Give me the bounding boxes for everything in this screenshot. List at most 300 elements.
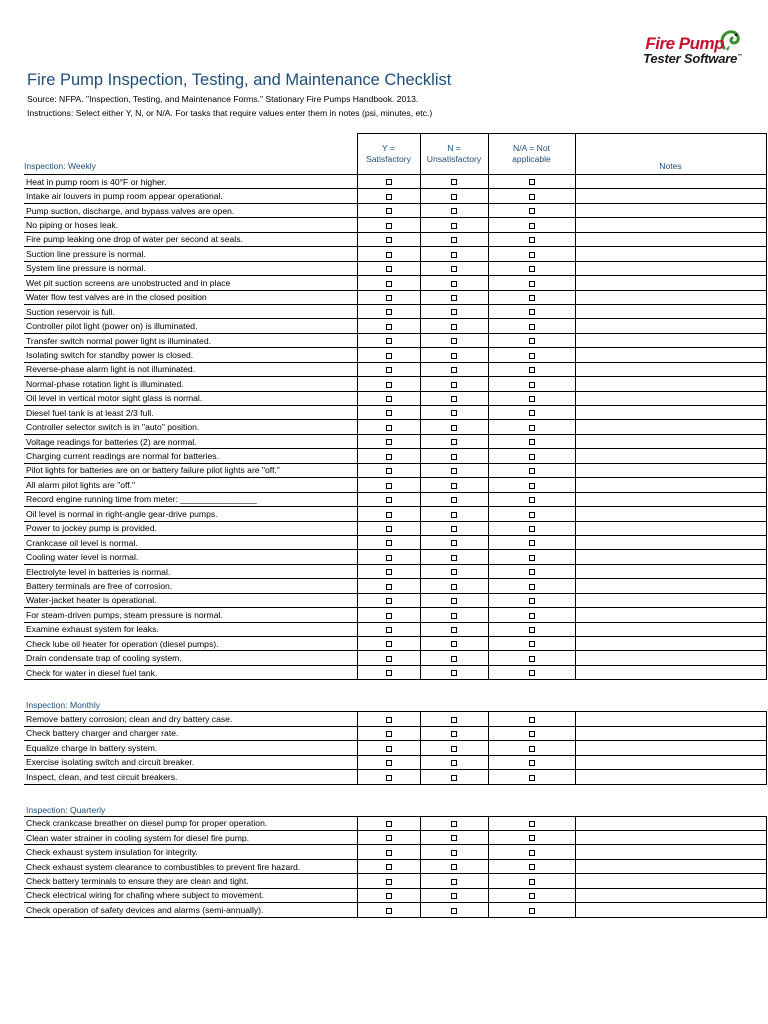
empty-checkbox-icon[interactable]	[386, 569, 392, 575]
unsatisfactory-cell	[420, 579, 488, 593]
empty-checkbox-icon[interactable]	[386, 512, 392, 518]
not-applicable-cell	[488, 830, 575, 844]
empty-checkbox-icon[interactable]	[451, 526, 457, 532]
empty-checkbox-icon[interactable]	[529, 656, 535, 662]
empty-checkbox-icon[interactable]	[451, 367, 457, 373]
task-description: System line pressure is normal.	[24, 261, 357, 275]
empty-checkbox-icon[interactable]	[386, 483, 392, 489]
section-title: Inspection: Monthly	[24, 696, 766, 712]
not-applicable-cell	[488, 550, 575, 564]
empty-checkbox-icon[interactable]	[386, 670, 392, 676]
notes-field[interactable]	[575, 319, 766, 333]
empty-checkbox-icon[interactable]	[386, 864, 392, 870]
empty-checkbox-icon[interactable]	[529, 893, 535, 899]
empty-checkbox-icon[interactable]	[386, 439, 392, 445]
empty-checkbox-icon[interactable]	[451, 252, 457, 258]
checklist-row	[24, 535, 766, 549]
notes-field[interactable]	[575, 261, 766, 275]
satisfactory-cell	[357, 362, 420, 376]
checklist-row	[24, 755, 766, 769]
task-description: Heat in pump room is 40°F or higher.	[24, 175, 357, 189]
not-applicable-cell	[488, 816, 575, 830]
checklist-row	[24, 218, 766, 232]
empty-checkbox-icon[interactable]	[386, 835, 392, 841]
empty-checkbox-icon[interactable]	[529, 483, 535, 489]
empty-checkbox-icon[interactable]	[451, 309, 457, 315]
empty-checkbox-icon[interactable]	[529, 353, 535, 359]
unsatisfactory-cell	[420, 434, 488, 448]
unsatisfactory-cell	[420, 874, 488, 888]
notes-field[interactable]	[575, 550, 766, 564]
empty-checkbox-icon[interactable]	[451, 281, 457, 287]
empty-checkbox-icon[interactable]	[386, 497, 392, 503]
task-description: Oil level in vertical motor sight glass is normal.	[24, 391, 357, 405]
satisfactory-cell	[357, 903, 420, 917]
unsatisfactory-cell	[420, 348, 488, 362]
empty-checkbox-icon[interactable]	[386, 309, 392, 315]
empty-checkbox-icon[interactable]	[529, 425, 535, 431]
empty-checkbox-icon[interactable]	[529, 835, 535, 841]
satisfactory-cell	[357, 391, 420, 405]
empty-checkbox-icon[interactable]	[529, 821, 535, 827]
notes-field[interactable]	[575, 203, 766, 217]
notes-field[interactable]	[575, 290, 766, 304]
empty-checkbox-icon[interactable]	[451, 627, 457, 633]
empty-checkbox-icon[interactable]	[451, 598, 457, 604]
not-applicable-cell	[488, 712, 575, 726]
notes-field[interactable]	[575, 816, 766, 830]
empty-checkbox-icon[interactable]	[386, 879, 392, 885]
unsatisfactory-cell	[420, 463, 488, 477]
empty-checkbox-icon[interactable]	[386, 396, 392, 402]
empty-checkbox-icon[interactable]	[451, 208, 457, 214]
empty-checkbox-icon[interactable]	[529, 526, 535, 532]
task-description: Check crankcase breather on diesel pump for proper operation.	[24, 816, 357, 830]
empty-checkbox-icon[interactable]	[386, 410, 392, 416]
notes-field[interactable]	[575, 637, 766, 651]
notes-field[interactable]	[575, 651, 766, 665]
empty-checkbox-icon[interactable]	[386, 584, 392, 590]
empty-checkbox-icon[interactable]	[451, 540, 457, 546]
unsatisfactory-cell	[420, 449, 488, 463]
empty-checkbox-icon[interactable]	[529, 717, 535, 723]
checklist-row	[24, 377, 766, 391]
empty-checkbox-icon[interactable]	[386, 760, 392, 766]
unsatisfactory-cell	[420, 203, 488, 217]
notes-field[interactable]	[575, 845, 766, 859]
task-description: Normal-phase rotation light is illuminated.	[24, 377, 357, 391]
unsatisfactory-cell	[420, 189, 488, 203]
empty-checkbox-icon[interactable]	[386, 555, 392, 561]
unsatisfactory-cell	[420, 521, 488, 535]
empty-checkbox-icon[interactable]	[529, 760, 535, 766]
checklist-row	[24, 406, 766, 420]
unsatisfactory-cell	[420, 845, 488, 859]
checklist-row	[24, 741, 766, 755]
empty-checkbox-icon[interactable]	[451, 555, 457, 561]
empty-checkbox-icon[interactable]	[529, 281, 535, 287]
empty-checkbox-icon[interactable]	[451, 410, 457, 416]
notes-field[interactable]	[575, 406, 766, 420]
checklist-row	[24, 726, 766, 740]
notes-field[interactable]	[575, 712, 766, 726]
satisfactory-cell	[357, 434, 420, 448]
notes-field[interactable]	[575, 362, 766, 376]
checklist-row	[24, 830, 766, 844]
unsatisfactory-cell	[420, 726, 488, 740]
empty-checkbox-icon[interactable]	[451, 850, 457, 856]
task-description: Cooling water level is normal.	[24, 550, 357, 564]
empty-checkbox-icon[interactable]	[386, 731, 392, 737]
notes-field[interactable]	[575, 859, 766, 873]
notes-field[interactable]	[575, 478, 766, 492]
empty-checkbox-icon[interactable]	[386, 454, 392, 460]
empty-checkbox-icon[interactable]	[386, 179, 392, 185]
empty-checkbox-icon[interactable]	[529, 367, 535, 373]
empty-checkbox-icon[interactable]	[529, 396, 535, 402]
empty-checkbox-icon[interactable]	[529, 879, 535, 885]
checklist-row	[24, 290, 766, 304]
notes-field[interactable]	[575, 903, 766, 917]
empty-checkbox-icon[interactable]	[386, 775, 392, 781]
empty-checkbox-icon[interactable]	[529, 266, 535, 272]
empty-checkbox-icon[interactable]	[529, 731, 535, 737]
task-description: Examine exhaust system for leaks.	[24, 622, 357, 636]
empty-checkbox-icon[interactable]	[386, 353, 392, 359]
checklist-row	[24, 420, 766, 434]
task-description: Pump suction, discharge, and bypass valves are open.	[24, 203, 357, 217]
empty-checkbox-icon[interactable]	[386, 717, 392, 723]
empty-checkbox-icon[interactable]	[386, 324, 392, 330]
satisfactory-cell	[357, 816, 420, 830]
empty-checkbox-icon[interactable]	[529, 746, 535, 752]
empty-checkbox-icon[interactable]	[529, 194, 535, 200]
empty-checkbox-icon[interactable]	[386, 613, 392, 619]
task-description: Diesel fuel tank is at least 2/3 full.	[24, 406, 357, 420]
checklist-row	[24, 478, 766, 492]
notes-field[interactable]	[575, 888, 766, 902]
not-applicable-cell	[488, 218, 575, 232]
empty-checkbox-icon[interactable]	[386, 237, 392, 243]
empty-checkbox-icon[interactable]	[386, 893, 392, 899]
unsatisfactory-cell	[420, 290, 488, 304]
not-applicable-cell	[488, 726, 575, 740]
empty-checkbox-icon[interactable]	[386, 821, 392, 827]
notes-field[interactable]	[575, 830, 766, 844]
unsatisfactory-cell	[420, 770, 488, 784]
empty-checkbox-icon[interactable]	[451, 670, 457, 676]
empty-checkbox-icon[interactable]	[529, 454, 535, 460]
empty-checkbox-icon[interactable]	[451, 223, 457, 229]
checklist-table	[24, 133, 767, 918]
empty-checkbox-icon[interactable]	[386, 338, 392, 344]
empty-checkbox-icon[interactable]	[451, 468, 457, 474]
unsatisfactory-cell	[420, 304, 488, 318]
satisfactory-cell	[357, 377, 420, 391]
checklist-row	[24, 304, 766, 318]
notes-field[interactable]	[575, 463, 766, 477]
empty-checkbox-icon[interactable]	[451, 295, 457, 301]
empty-checkbox-icon[interactable]	[451, 382, 457, 388]
unsatisfactory-cell	[420, 651, 488, 665]
notes-field[interactable]	[575, 593, 766, 607]
notes-field[interactable]	[575, 564, 766, 578]
empty-checkbox-icon[interactable]	[451, 194, 457, 200]
checklist-row	[24, 189, 766, 203]
notes-field[interactable]	[575, 420, 766, 434]
task-description: Check electrical wiring for chafing where subject to movement.	[24, 888, 357, 902]
empty-checkbox-icon[interactable]	[451, 864, 457, 870]
empty-checkbox-icon[interactable]	[529, 908, 535, 914]
empty-checkbox-icon[interactable]	[451, 641, 457, 647]
empty-checkbox-icon[interactable]	[529, 295, 535, 301]
empty-checkbox-icon[interactable]	[451, 835, 457, 841]
notes-field[interactable]	[575, 449, 766, 463]
empty-checkbox-icon[interactable]	[451, 731, 457, 737]
empty-checkbox-icon[interactable]	[386, 367, 392, 373]
empty-checkbox-icon[interactable]	[529, 598, 535, 604]
notes-field[interactable]	[575, 507, 766, 521]
empty-checkbox-icon[interactable]	[529, 338, 535, 344]
empty-checkbox-icon[interactable]	[451, 893, 457, 899]
empty-checkbox-icon[interactable]	[386, 850, 392, 856]
not-applicable-cell	[488, 261, 575, 275]
empty-checkbox-icon[interactable]	[451, 324, 457, 330]
task-description: Check battery terminals to ensure they are clean and tight.	[24, 874, 357, 888]
satisfactory-cell	[357, 651, 420, 665]
task-description: No piping or hoses leak.	[24, 218, 357, 232]
column-header-unsatisfactory: N = Unsatisfactory	[420, 134, 488, 175]
empty-checkbox-icon[interactable]	[451, 717, 457, 723]
notes-field[interactable]	[575, 608, 766, 622]
empty-checkbox-icon[interactable]	[386, 266, 392, 272]
empty-checkbox-icon[interactable]	[451, 584, 457, 590]
empty-checkbox-icon[interactable]	[451, 656, 457, 662]
empty-checkbox-icon[interactable]	[529, 208, 535, 214]
notes-field[interactable]	[575, 276, 766, 290]
notes-field[interactable]	[575, 189, 766, 203]
notes-field[interactable]	[575, 579, 766, 593]
empty-checkbox-icon[interactable]	[529, 309, 535, 315]
unsatisfactory-cell	[420, 478, 488, 492]
satisfactory-cell	[357, 203, 420, 217]
unsatisfactory-cell	[420, 218, 488, 232]
empty-checkbox-icon[interactable]	[386, 468, 392, 474]
empty-checkbox-icon[interactable]	[451, 439, 457, 445]
empty-checkbox-icon[interactable]	[386, 908, 392, 914]
empty-checkbox-icon[interactable]	[451, 775, 457, 781]
checklist-row	[24, 550, 766, 564]
empty-checkbox-icon[interactable]	[451, 396, 457, 402]
satisfactory-cell	[357, 276, 420, 290]
empty-checkbox-icon[interactable]	[386, 526, 392, 532]
notes-field[interactable]	[575, 726, 766, 740]
not-applicable-cell	[488, 564, 575, 578]
task-description: Power to jockey pump is provided.	[24, 521, 357, 535]
task-description: Exercise isolating switch and circuit breaker.	[24, 755, 357, 769]
checklist-row	[24, 276, 766, 290]
empty-checkbox-icon[interactable]	[529, 237, 535, 243]
empty-checkbox-icon[interactable]	[529, 439, 535, 445]
empty-checkbox-icon[interactable]	[529, 223, 535, 229]
empty-checkbox-icon[interactable]	[451, 613, 457, 619]
empty-checkbox-icon[interactable]	[386, 382, 392, 388]
not-applicable-cell	[488, 391, 575, 405]
column-header-notes: Notes	[575, 134, 766, 175]
checklist-row	[24, 434, 766, 448]
empty-checkbox-icon[interactable]	[386, 425, 392, 431]
task-description: Check battery charger and charger rate.	[24, 726, 357, 740]
satisfactory-cell	[357, 579, 420, 593]
not-applicable-cell	[488, 622, 575, 636]
empty-checkbox-icon[interactable]	[451, 266, 457, 272]
unsatisfactory-cell	[420, 492, 488, 506]
empty-checkbox-icon[interactable]	[529, 540, 535, 546]
empty-checkbox-icon[interactable]	[529, 775, 535, 781]
empty-checkbox-icon[interactable]	[451, 760, 457, 766]
task-description: Controller pilot light (power on) is illuminated.	[24, 319, 357, 333]
notes-field[interactable]	[575, 333, 766, 347]
notes-field[interactable]	[575, 741, 766, 755]
checklist-row	[24, 665, 766, 679]
checklist-row	[24, 521, 766, 535]
section-spacer-cell	[24, 784, 766, 801]
empty-checkbox-icon[interactable]	[451, 512, 457, 518]
empty-checkbox-icon[interactable]	[529, 850, 535, 856]
notes-field[interactable]	[575, 874, 766, 888]
notes-field[interactable]	[575, 770, 766, 784]
notes-field[interactable]	[575, 434, 766, 448]
empty-checkbox-icon[interactable]	[386, 281, 392, 287]
unsatisfactory-cell	[420, 830, 488, 844]
empty-checkbox-icon[interactable]	[529, 555, 535, 561]
notes-field[interactable]	[575, 247, 766, 261]
empty-checkbox-icon[interactable]	[386, 208, 392, 214]
empty-checkbox-icon[interactable]	[386, 656, 392, 662]
notes-field[interactable]	[575, 175, 766, 189]
empty-checkbox-icon[interactable]	[386, 641, 392, 647]
empty-checkbox-icon[interactable]	[386, 223, 392, 229]
satisfactory-cell	[357, 348, 420, 362]
notes-field[interactable]	[575, 755, 766, 769]
notes-field[interactable]	[575, 535, 766, 549]
satisfactory-cell	[357, 492, 420, 506]
empty-checkbox-icon[interactable]	[451, 908, 457, 914]
notes-field[interactable]	[575, 391, 766, 405]
empty-checkbox-icon[interactable]	[386, 194, 392, 200]
satisfactory-cell	[357, 845, 420, 859]
empty-checkbox-icon[interactable]	[529, 252, 535, 258]
unsatisfactory-cell	[420, 406, 488, 420]
task-description: Drain condensate trap of cooling system.	[24, 651, 357, 665]
not-applicable-cell	[488, 333, 575, 347]
notes-field[interactable]	[575, 665, 766, 679]
empty-checkbox-icon[interactable]	[386, 627, 392, 633]
empty-checkbox-icon[interactable]	[451, 425, 457, 431]
notes-field[interactable]	[575, 304, 766, 318]
empty-checkbox-icon[interactable]	[529, 468, 535, 474]
not-applicable-cell	[488, 521, 575, 535]
satisfactory-cell	[357, 712, 420, 726]
empty-checkbox-icon[interactable]	[386, 540, 392, 546]
not-applicable-cell	[488, 888, 575, 902]
unsatisfactory-cell	[420, 391, 488, 405]
empty-checkbox-icon[interactable]	[451, 569, 457, 575]
empty-checkbox-icon[interactable]	[386, 746, 392, 752]
empty-checkbox-icon[interactable]	[386, 295, 392, 301]
empty-checkbox-icon[interactable]	[529, 627, 535, 633]
notes-field[interactable]	[575, 377, 766, 391]
empty-checkbox-icon[interactable]	[529, 324, 535, 330]
empty-checkbox-icon[interactable]	[451, 338, 457, 344]
empty-checkbox-icon[interactable]	[386, 252, 392, 258]
notes-field[interactable]	[575, 232, 766, 246]
unsatisfactory-cell	[420, 859, 488, 873]
unsatisfactory-cell	[420, 535, 488, 549]
not-applicable-cell	[488, 290, 575, 304]
notes-field[interactable]	[575, 622, 766, 636]
empty-checkbox-icon[interactable]	[451, 353, 457, 359]
empty-checkbox-icon[interactable]	[529, 584, 535, 590]
not-applicable-cell	[488, 593, 575, 607]
empty-checkbox-icon[interactable]	[529, 497, 535, 503]
empty-checkbox-icon[interactable]	[529, 569, 535, 575]
company-logo	[592, 28, 742, 72]
notes-field[interactable]	[575, 521, 766, 535]
satisfactory-cell	[357, 463, 420, 477]
section-spacer	[24, 784, 766, 801]
not-applicable-cell	[488, 434, 575, 448]
unsatisfactory-cell	[420, 712, 488, 726]
empty-checkbox-icon[interactable]	[451, 454, 457, 460]
empty-checkbox-icon[interactable]	[451, 497, 457, 503]
satisfactory-cell	[357, 770, 420, 784]
not-applicable-cell	[488, 665, 575, 679]
empty-checkbox-icon[interactable]	[529, 382, 535, 388]
satisfactory-cell	[357, 726, 420, 740]
not-applicable-cell	[488, 903, 575, 917]
unsatisfactory-cell	[420, 741, 488, 755]
empty-checkbox-icon[interactable]	[529, 410, 535, 416]
checklist-row	[24, 579, 766, 593]
notes-field[interactable]	[575, 492, 766, 506]
empty-checkbox-icon[interactable]	[451, 179, 457, 185]
empty-checkbox-icon[interactable]	[451, 821, 457, 827]
empty-checkbox-icon[interactable]	[451, 483, 457, 489]
empty-checkbox-icon[interactable]	[529, 179, 535, 185]
empty-checkbox-icon[interactable]	[529, 641, 535, 647]
notes-field[interactable]	[575, 348, 766, 362]
empty-checkbox-icon[interactable]	[451, 746, 457, 752]
unsatisfactory-cell	[420, 232, 488, 246]
empty-checkbox-icon[interactable]	[529, 864, 535, 870]
empty-checkbox-icon[interactable]	[386, 598, 392, 604]
checklist-row	[24, 845, 766, 859]
satisfactory-cell	[357, 449, 420, 463]
empty-checkbox-icon[interactable]	[529, 670, 535, 676]
checklist-row	[24, 203, 766, 217]
notes-field[interactable]	[575, 218, 766, 232]
unsatisfactory-cell	[420, 507, 488, 521]
empty-checkbox-icon[interactable]	[529, 613, 535, 619]
task-description: Electrolyte level in batteries is normal.	[24, 564, 357, 578]
empty-checkbox-icon[interactable]	[529, 512, 535, 518]
satisfactory-cell	[357, 830, 420, 844]
empty-checkbox-icon[interactable]	[451, 879, 457, 885]
unsatisfactory-cell	[420, 333, 488, 347]
not-applicable-cell	[488, 348, 575, 362]
empty-checkbox-icon[interactable]	[451, 237, 457, 243]
